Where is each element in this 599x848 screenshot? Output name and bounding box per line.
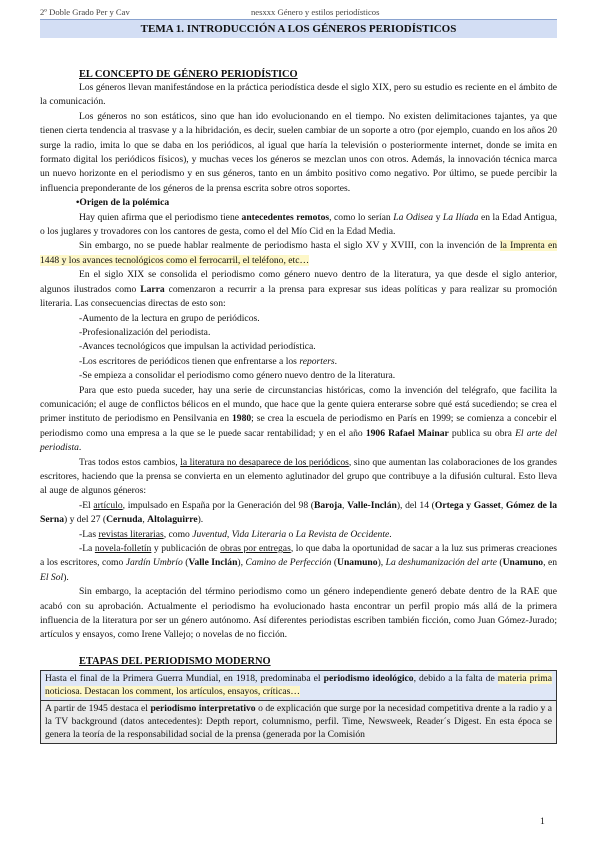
list-item: -Profesionalización del periodista. [79, 326, 211, 338]
paragraph: Sin embargo, la aceptación del término periodismo como un género independiente generó debate dentro de la RAE que acabó con su aprobación. Actualmente el periodismo ha evolucionado hasta encontrar un perfil propio más allá de la primera influencia de la literatura por ser un género autónomo. Así diferentes periodistas escriben también ficción, como Juan Gómez-Jurado; artículos y ensayos, como Irene Vallejo; o novelas de no ficción. [40, 586, 557, 641]
header-subject: nesxxx Género y estilos periodísticos [251, 7, 380, 17]
list-item: -Avances tecnológicos que impulsan la actividad periodística. [79, 341, 316, 353]
list-item: -Se empieza a consolidar el periodismo como género nuevo dentro de la literatura. [79, 370, 396, 382]
paragraph: Sin embargo, no se puede hablar realmente de periodismo hasta el siglo XV y XVIII, con la invención de la Imprenta en 1448 y los avances tecnológicos como el ferrocarril, el teléfono, etc… [40, 240, 558, 266]
paragraph: Hay quien afirma que el periodismo tiene antecedentes remotos, como lo serían La Odisea y La Ilíada en la Edad Antigua, o los juglares y trovadores con los cantores de gesta, como el del Mío Cid en la Edad Media. [40, 211, 557, 238]
list-item: -Los escritores de periódicos tienen que enfrentarse a los reporters. [79, 355, 338, 367]
list-item: -Las revistas literarias, como Juventud, Vida Literaria o La Revista de Occidente. [79, 528, 392, 540]
list-item: -El artículo, impulsado en España por la Generación del 98 (Baroja, Valle-Inclán), del 14 (Ortega y Gasset, Gómez de la Serna) y del 27 (Cernuda, Altolaguirre). [40, 499, 558, 526]
subheading-origen: •Origen de la polémica [76, 197, 170, 209]
section-heading-concepto: EL CONCEPTO DE GÉNERO PERIODÍSTICO [79, 69, 298, 80]
document-body [40, 44, 557, 744]
section-heading-etapas: ETAPAS DEL PERIODISMO MODERNO [79, 655, 271, 667]
document-title: TEMA 1. INTRODUCCIÓN A LOS GÉNEROS PERIODÍSTICOS [40, 19, 557, 38]
highlighted-text: la Imprenta en 1448 y los avances tecnológicos como el ferrocarril, el teléfono, etc… [40, 240, 558, 266]
highlighted-text: materia prima noticiosa. Destacan los comment, los artículos, ensayos, críticas… [45, 672, 552, 698]
stage-box-interpretativo: A partir de 1945 destaca el periodismo interpretativo o de explicación que surge por la necesidad competitiva drente a la radio y a la TV background (datos antecedentes): Depth report, columnismo, perfil. Time, Newsweek, Reader´s Digest. En esta época se genera la teoría de la responsabilidad social de la prensa (generada por la Comisión [40, 700, 557, 744]
paragraph: En el siglo XIX se consolida el periodismo como género nuevo dentro de la literatura, ya que desde el siglo anterior, algunos ilustrados como Larra comenzaron a recurrir a la prensa para expresar sus ideas políticas y para realizar su promoción literaria. Las consecuencias directas de esto son: [40, 269, 557, 310]
page-header [40, 7, 559, 19]
paragraph: Tras todos estos cambios, la literatura no desaparece de los periódicos, sino que aumentan las colaboraciones de los grandes escritores, haciendo que la prensa se convierta en un elemento aglutinador del grupo que contribuye a la difusión cultural. Esto lleva al auge de algunos géneros: [40, 456, 557, 497]
page-number: 1 [540, 816, 545, 827]
list-item: -La novela-folletín y publicación de obras por entregas, lo que daba la oportunidad de sacar a la luz sus primeras creaciones a los escritores, como Jardín Umbrío (Valle Inclán), Camino de Perfección (Unamuno), La deshumanización del arte (Unamuno, en El Sol). [40, 543, 558, 583]
list-item: -Aumento de la lectura en grupo de periódicos. [79, 312, 260, 324]
header-course: 2º Doble Grado Per y Cav [40, 7, 130, 17]
paragraph: Los géneros llevan manifestándose en la práctica periodística desde el siglo XIX, pero su estudio es reciente en el ámbito de la comunicación. [40, 82, 557, 108]
paragraph: Los géneros no son estáticos, sino que han ido evolucionando en el tiempo. No existen delimitaciones tajantes, ya que tienen cierta tendencia al trasvase y a la hibridación, es decir, suelen cambiar de un soporte a otro (por ejemplo, cuando en los años 20 surge la radio, imita lo que se daba en los periódicos, al igual que haría la televisión o posteriormente internet, donde se imita en formato digital los periódicos físicos), y muchas veces los géneros se mezclan unos con otros. Además, la innovación técnica marca un nuevo horizonte en el periodismo y en sus géneros, tanto en un ámbito positivo como negativo. Por último, se puede percibir la influencia preponderante de los géneros de la prensa escrita sobre otros soportes. [40, 110, 557, 194]
stage-box-ideologico: Hasta el final de la Primera Guerra Mundial, en 1918, predominaba el periodismo ideológico, debido a la falta de materia prima noticiosa. Destacan los comment, los artículos, ensayos, críticas… [40, 670, 557, 701]
paragraph: Para que esto pueda suceder, hay una serie de circunstancias históricas, como la invención del telégrafo, que facilita la comunicación; el auge de conflictos bélicos en el mundo, que hace que la gente quiera enterarse sobre qué está sucediendo; se crea el primer instituto de periodismo en Pensilvania en 1980; se crea la escuela de periodismo en París en 1999; se comienza a concebir el periodismo como una empresa a la que se le puede sacar rentabilidad; y en el año 1906 Rafael Mainar publica su obra El arte del periodista. [40, 384, 557, 454]
